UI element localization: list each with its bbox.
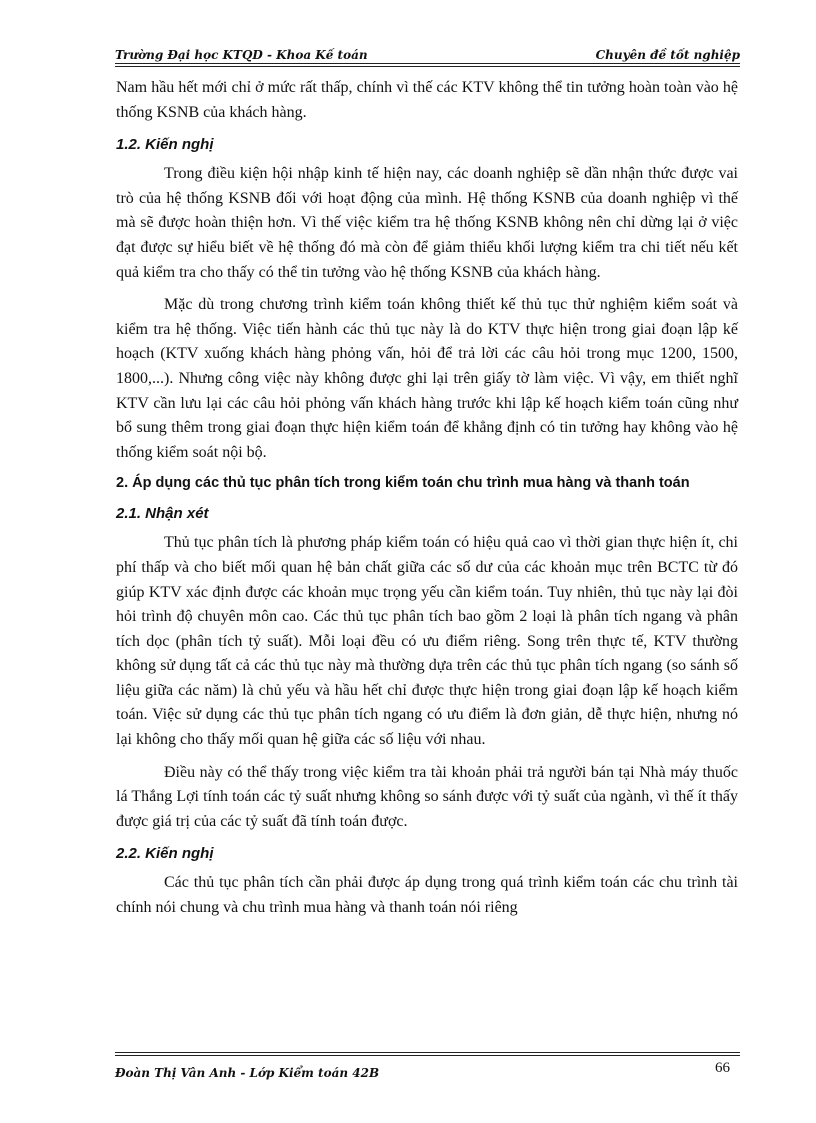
heading-1-2: 1.2. Kiến nghị [116,136,214,154]
paragraph-5: Các thủ tục phân tích cần phải được áp dụng trong quá trình kiểm toán các chu trình tài chính nói chung và chu trình mua hàng và thanh toán nói riêng [116,874,738,917]
page-content [116,76,738,921]
paragraph-2: Mặc dù trong chương trình kiểm toán không thiết kế thủ tục thử nghiệm kiểm soát và kiểm tra hệ thống. Việc tiến hành các thủ tục này là do KTV thực hiện trong giai đoạn lập kế hoạch (KTV xuống khách hàng phỏng vấn, hỏi để trả lời các câu hỏi trong mục 1200, 1500, 1800,...). Nhưng công việc này không được ghi lại trên giấy tờ làm việc. Vì vậy, em thiết nghĩ KTV cần lưu lại các câu hỏi phỏng vấn khách hàng trước khi lập kế hoạch kiểm toán cũng như bổ sung thêm trong giai đoạn thực hiện kiểm toán để khẳng định có tin tưởng hay không vào hệ thống kiểm soát nội bộ. [116,296,738,461]
page-header [115,44,740,64]
page-number: 66 [715,1060,730,1076]
footer-rule-double [115,1055,740,1056]
heading-2-1: 2.1. Nhận xét [116,505,209,523]
page-footer [115,1058,740,1082]
header-rule-double [115,66,740,67]
header-right: Chuyên đề tốt nghiệp [595,48,740,62]
header-left: Trường Đại học KTQD - Khoa Kế toán [115,48,368,62]
heading-2-2: 2.2. Kiến nghị [116,845,214,863]
paragraph-3: Thủ tục phân tích là phương pháp kiểm toán có hiệu quả cao vì thời gian thực hiện ít, chi phí thấp và cho biết mối quan hệ bản chất giữa các số dư của các khoản mục trên BCTC từ đó giúp KTV xác định được các khoản mục trọng yếu cần kiểm toán. Tuy nhiên, thủ tục này lại đòi hỏi trình độ chuyên môn cao. Các thủ tục phân tích bao gồm 2 loại là phân tích ngang và phân tích dọc (phân tích tỷ suất). Mỗi loại đều có ưu điểm riêng. Song trên thực tế, KTV thường không sử dụng tất cả các thủ tục này mà thường dựa trên các thủ tục phân tích ngang (so sánh số liệu giữa các năm) là chủ yếu và hầu hết chỉ được thực hiện trong giai đoạn lập kế hoạch kiểm toán. Việc sử dụng các thủ tục phân tích ngang có ưu điểm là đơn giản, dễ thực hiện, nhưng nó lại không cho thấy mối quan hệ giữa các số liệu với nhau. [116,534,738,749]
heading-2: 2. Áp dụng các thủ tục phân tích trong kiểm toán chu trình mua hàng và thanh toán [116,475,690,492]
paragraph-continued: Nam hầu hết mới chỉ ở mức rất thấp, chính vì thế các KTV không thể tin tưởng hoàn toàn vào hệ thống KSNB của khách hàng. [116,79,738,121]
footer-author: Đoàn Thị Vân Anh - Lớp Kiểm toán 42B [115,1066,380,1080]
footer-rule [115,1052,740,1053]
paragraph-1: Trong điều kiện hội nhập kinh tế hiện nay, các doanh nghiệp sẽ dần nhận thức được vai trò của hệ thống KSNB đối với hoạt động của mình. Hệ thống KSNB của doanh nghiệp vì thế mà sẽ được hoàn thiện hơn. Vì thế việc kiểm tra hệ thống KSNB không nên chỉ dừng lại ở việc đạt được sự hiểu biết về hệ thống đó mà còn để giảm thiểu khối lượng kiểm tra chi tiết nếu kết quả kiểm tra cho thấy có thể tin tưởng vào hệ thống KSNB của khách hàng. [116,165,738,281]
header-rule [115,63,740,64]
paragraph-4: Điều này có thể thấy trong việc kiểm tra tài khoản phải trả người bán tại Nhà máy thuốc lá Thắng Lợi tính toán các tỷ suất nhưng không so sánh được với tỷ suất của ngành, vì thế ít thấy được giá trị của các tỷ suất đã tính toán được. [116,763,738,830]
